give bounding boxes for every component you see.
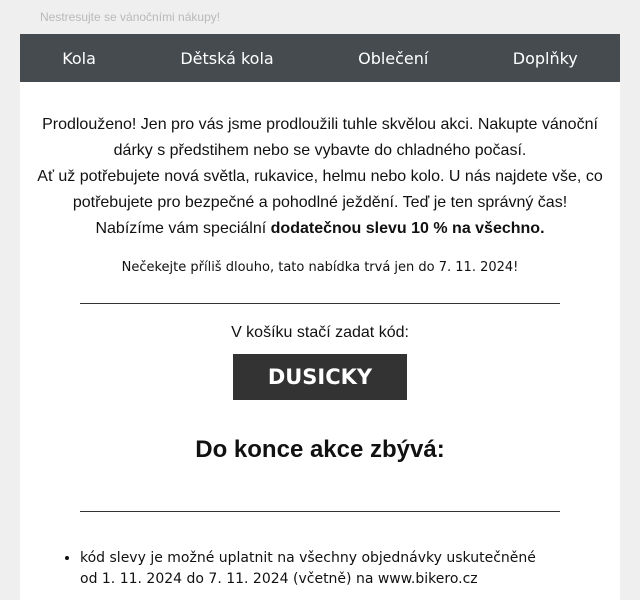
divider <box>80 511 560 512</box>
intro-line-3 <box>34 216 606 242</box>
intro-line-2: Ať už potřebujete nová světla, rukavice, helmu nebo kolo. U nás najdete vše, co potřebujete pro bezpečné a pohodlné ježdění. Teď je ten správný čas! <box>37 168 603 211</box>
discount-highlight: dodatečnou slevu 10 % na všechno. <box>270 220 545 237</box>
category-nav <box>20 34 620 82</box>
deadline-notice: Nečekejte příliš dlouho, tato nabídka trvá jen do 7. 11. 2024! <box>121 260 519 275</box>
nav-link-detska-kola[interactable]: Dětská kola <box>180 48 274 68</box>
nav-link-obleceni[interactable]: Oblečení <box>358 48 429 68</box>
code-label: V košíku stačí zadat kód: <box>231 324 409 341</box>
countdown-title: Do konce akce zbývá: <box>195 436 445 463</box>
intro-line-1: Prodlouženo! Jen pro vás jsme prodloužili tuhle skvělou akci. Nakupte vánoční dárky s předstihem nebo se vybavte do chladného počasí. <box>42 116 598 159</box>
terms-list <box>20 548 550 590</box>
intro-text <box>20 112 620 242</box>
intro-line-3-prefix: Nabízíme vám speciální <box>95 220 271 237</box>
preheader-text: Nestresujte se vánočními nákupy! <box>40 10 221 24</box>
list-item: • kód slevy je možné uplatnit na všechny objednávky uskutečněné od 1. 11. 2024 do 7. 11. 2024 (včetně) na www.bikero.cz <box>80 548 550 590</box>
email-body <box>20 34 620 600</box>
nav-link-kola[interactable]: Kola <box>62 48 96 68</box>
divider <box>80 303 560 304</box>
nav-link-doplnky[interactable]: Doplňky <box>512 48 578 68</box>
discount-code-box: DUSICKY <box>233 354 407 400</box>
